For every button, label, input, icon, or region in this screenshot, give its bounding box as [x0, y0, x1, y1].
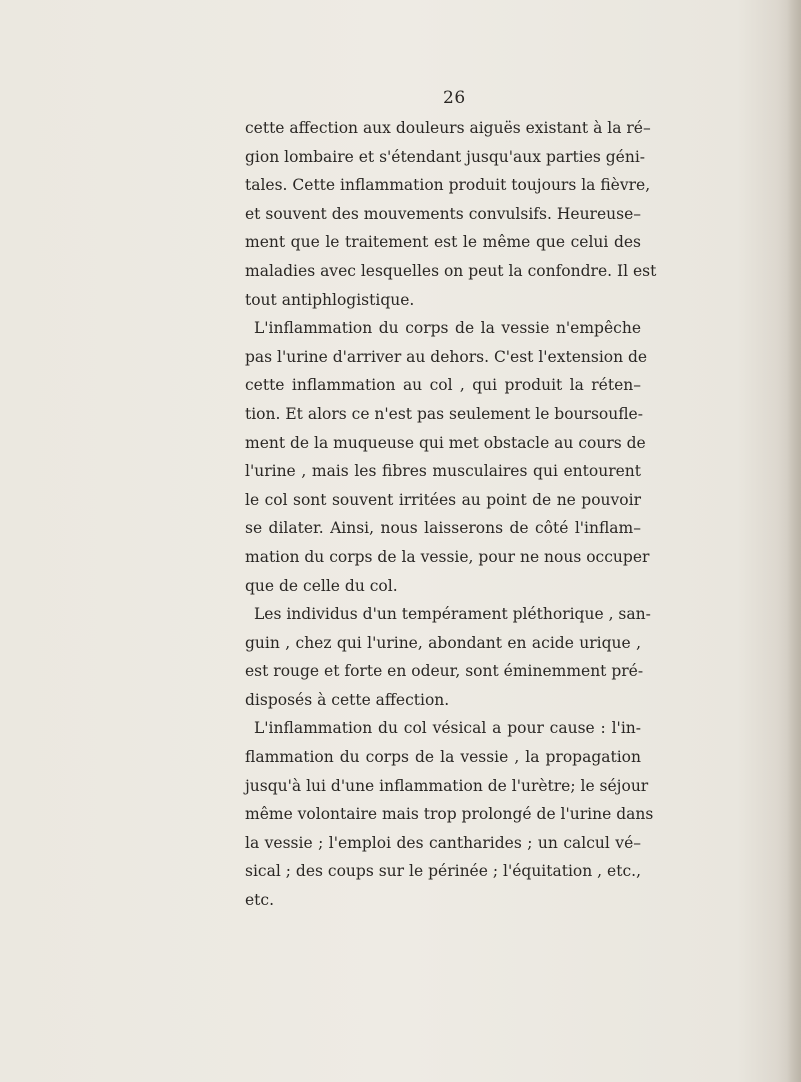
page-edge-shadow — [787, 0, 801, 1082]
text-line: ment de la muqueuse qui met obstacle au cours de — [245, 433, 646, 452]
text-line: L'inflammation du col vésical a pour cause : l'in- — [254, 719, 641, 738]
text-line: la vessie ; l'emploi des cantharides ; un calcul vé– — [245, 833, 641, 852]
text-line: se dilater. Ainsi, nous laisserons de côté l'inflam– — [245, 519, 641, 538]
text-line: est rouge et forte en odeur, sont éminemment pré- — [245, 662, 644, 681]
text-line: maladies avec lesquelles on peut la confondre. Il est — [245, 261, 657, 280]
text-line: gion lombaire et s'étendant jusqu'aux parties géni- — [245, 147, 646, 166]
text-line: guin , chez qui l'urine, abondant en acide urique , — [245, 633, 641, 652]
text-line: jusqu'à lui d'une inflammation de l'urètre; le séjour — [245, 776, 649, 795]
text-line: que de celle du col. — [245, 576, 398, 595]
text-line: L'inflammation du corps de la vessie n'empêche — [254, 319, 641, 338]
text-line: cette inflammation au col , qui produit la réten– — [245, 376, 641, 395]
text-line: sical ; des coups sur le périnée ; l'équitation , etc., — [245, 862, 641, 881]
text-line: etc. — [245, 891, 275, 910]
text-line: tion. Et alors ce n'est pas seulement le boursoufle- — [245, 404, 643, 423]
text-line: tales. Cette inflammation produit toujours la fièvre, — [245, 176, 651, 195]
text-line: même volontaire mais trop prolongé de l'urine dans — [245, 805, 654, 824]
text-line: pas l'urine d'arriver au dehors. C'est l'extension de — [245, 347, 648, 366]
text-line: cette affection aux douleurs aiguës existant à la ré– — [245, 119, 651, 137]
text-line: Les individus d'un tempérament pléthorique , san- — [254, 605, 651, 624]
text-line: l'urine , mais les fibres musculaires qui entourent — [245, 462, 641, 481]
text-line: flammation du corps de la vessie , la propagation — [245, 748, 641, 767]
text-line: tout antiphlogistique. — [245, 290, 415, 309]
text-line: mation du corps de la vessie, pour ne nous occuper — [245, 547, 650, 566]
text-line: le col sont souvent irritées au point de ne pouvoir — [245, 490, 641, 509]
text-line: ment que le traitement est le même que celui des — [245, 233, 641, 252]
page-number: 26 — [443, 88, 466, 108]
text-line: disposés à cette affection. — [245, 690, 450, 709]
text-line: et souvent des mouvements convulsifs. Heureuse– — [245, 204, 641, 223]
body-text — [245, 114, 657, 915]
